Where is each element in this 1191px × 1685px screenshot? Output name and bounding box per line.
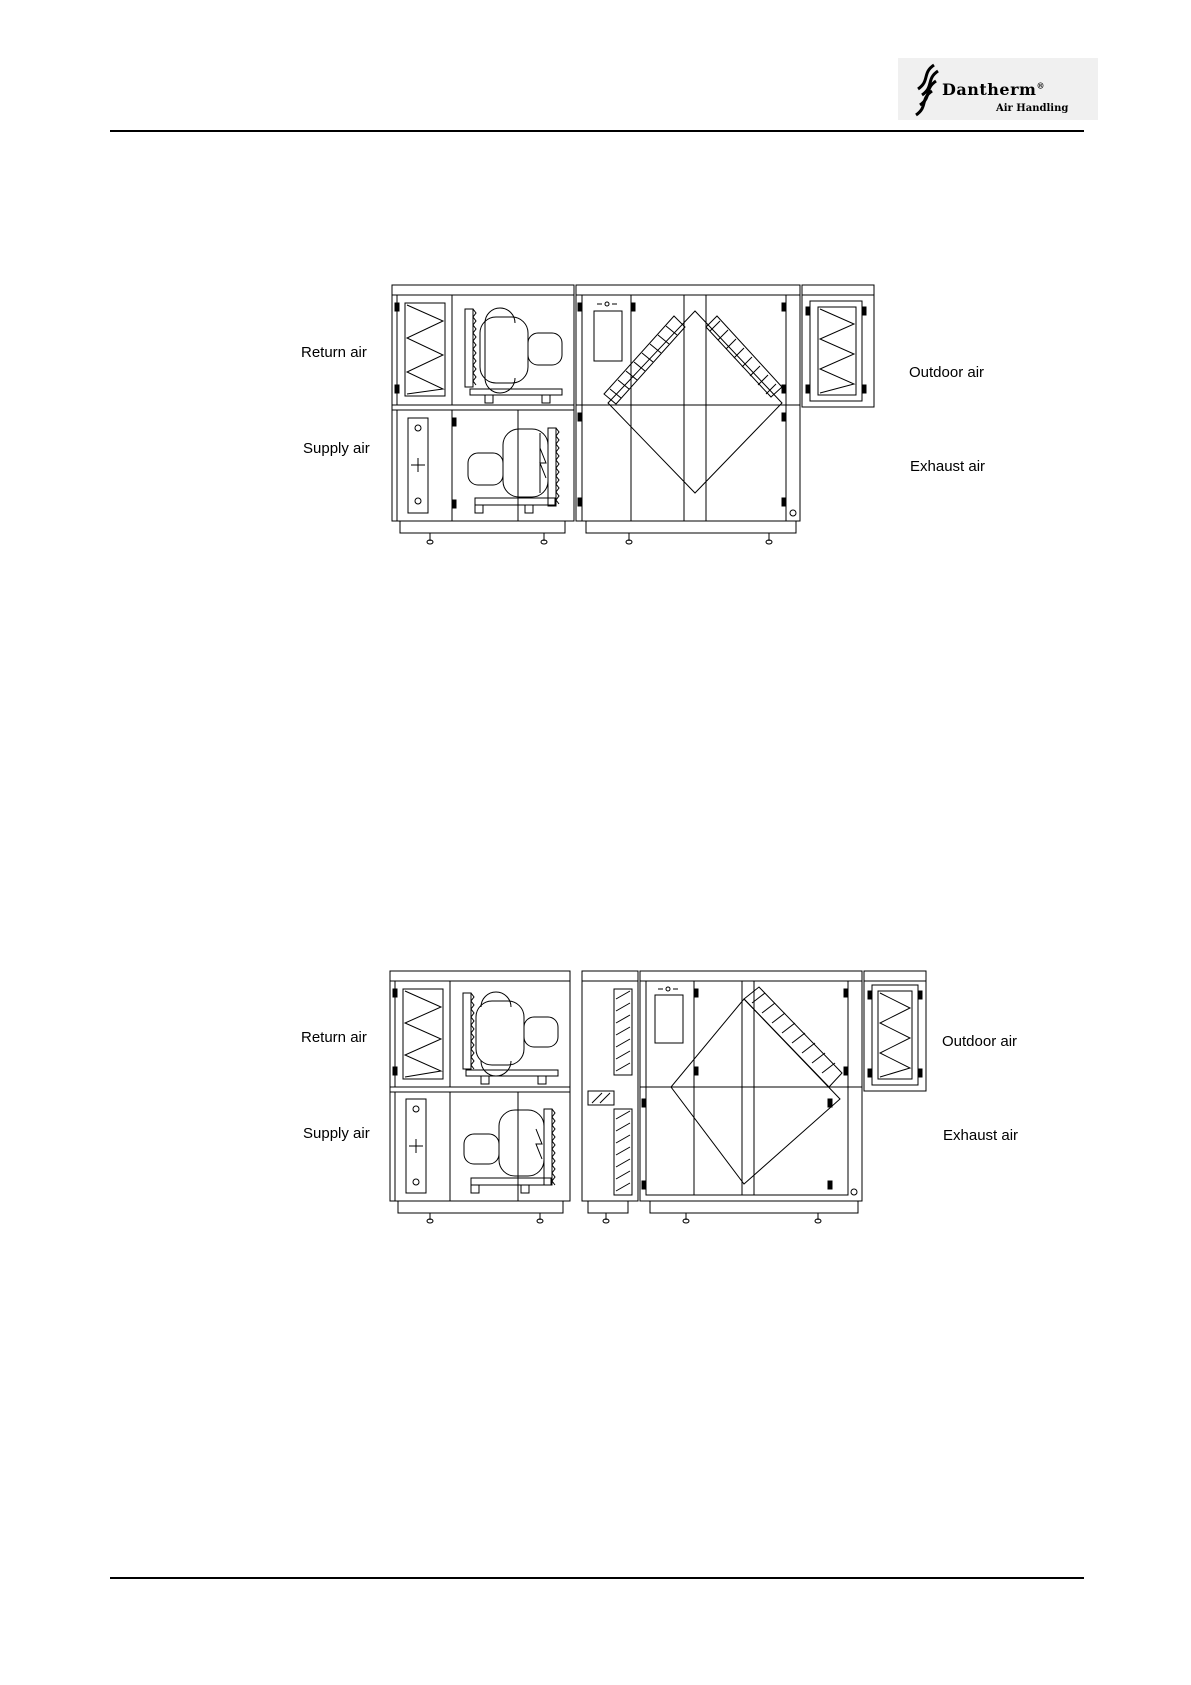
fig2-supply-fan bbox=[464, 1109, 555, 1193]
fig2-return-air-label: Return air bbox=[301, 1029, 367, 1046]
fig1-supply-fan bbox=[452, 418, 559, 513]
footer-rule bbox=[110, 1577, 1084, 1579]
fig2-supply-air-label: Supply air bbox=[303, 1125, 370, 1142]
fig2-exhaust-air-label: Exhaust air bbox=[943, 1127, 1019, 1144]
fig1-outdoor-air-label: Outdoor air bbox=[909, 364, 985, 381]
logo-subtitle: Air Handling bbox=[996, 103, 1069, 114]
fig2-return-fan bbox=[463, 992, 558, 1084]
fig2-base-right bbox=[650, 1201, 858, 1223]
air-handling-unit-diagram-1 bbox=[390, 283, 890, 548]
fig1-base-right bbox=[586, 521, 796, 544]
fig2-supply-heater bbox=[406, 1099, 426, 1193]
fig1-return-air-label: Return air bbox=[301, 344, 367, 361]
fig1-exhaust-air-label: Exhaust air bbox=[910, 458, 986, 475]
header-rule bbox=[110, 130, 1084, 132]
fig1-supply-heater bbox=[408, 418, 428, 513]
fig1-base-left bbox=[400, 521, 565, 544]
air-handling-unit-diagram-2 bbox=[388, 969, 932, 1225]
logo-stripes-icon bbox=[910, 63, 944, 117]
logo-brand-text: Dantherm® bbox=[942, 80, 1045, 99]
fig1-supply-air-label: Supply air bbox=[303, 440, 370, 457]
fig1-return-filter bbox=[395, 303, 445, 396]
dantherm-logo bbox=[898, 58, 1098, 120]
fig1-heat-exchanger-section bbox=[576, 285, 800, 521]
fig2-heat-exchanger-section bbox=[640, 971, 862, 1201]
fig2-outdoor-air-label: Outdoor air bbox=[942, 1033, 1018, 1050]
fig2-outdoor-filter-section bbox=[864, 971, 926, 1091]
fig2-return-filter bbox=[393, 989, 443, 1079]
fig1-return-fan bbox=[465, 308, 562, 403]
fig2-base-left bbox=[398, 1201, 563, 1223]
fig1-outdoor-filter-section bbox=[802, 285, 874, 407]
fig2-damper-section bbox=[582, 971, 638, 1223]
